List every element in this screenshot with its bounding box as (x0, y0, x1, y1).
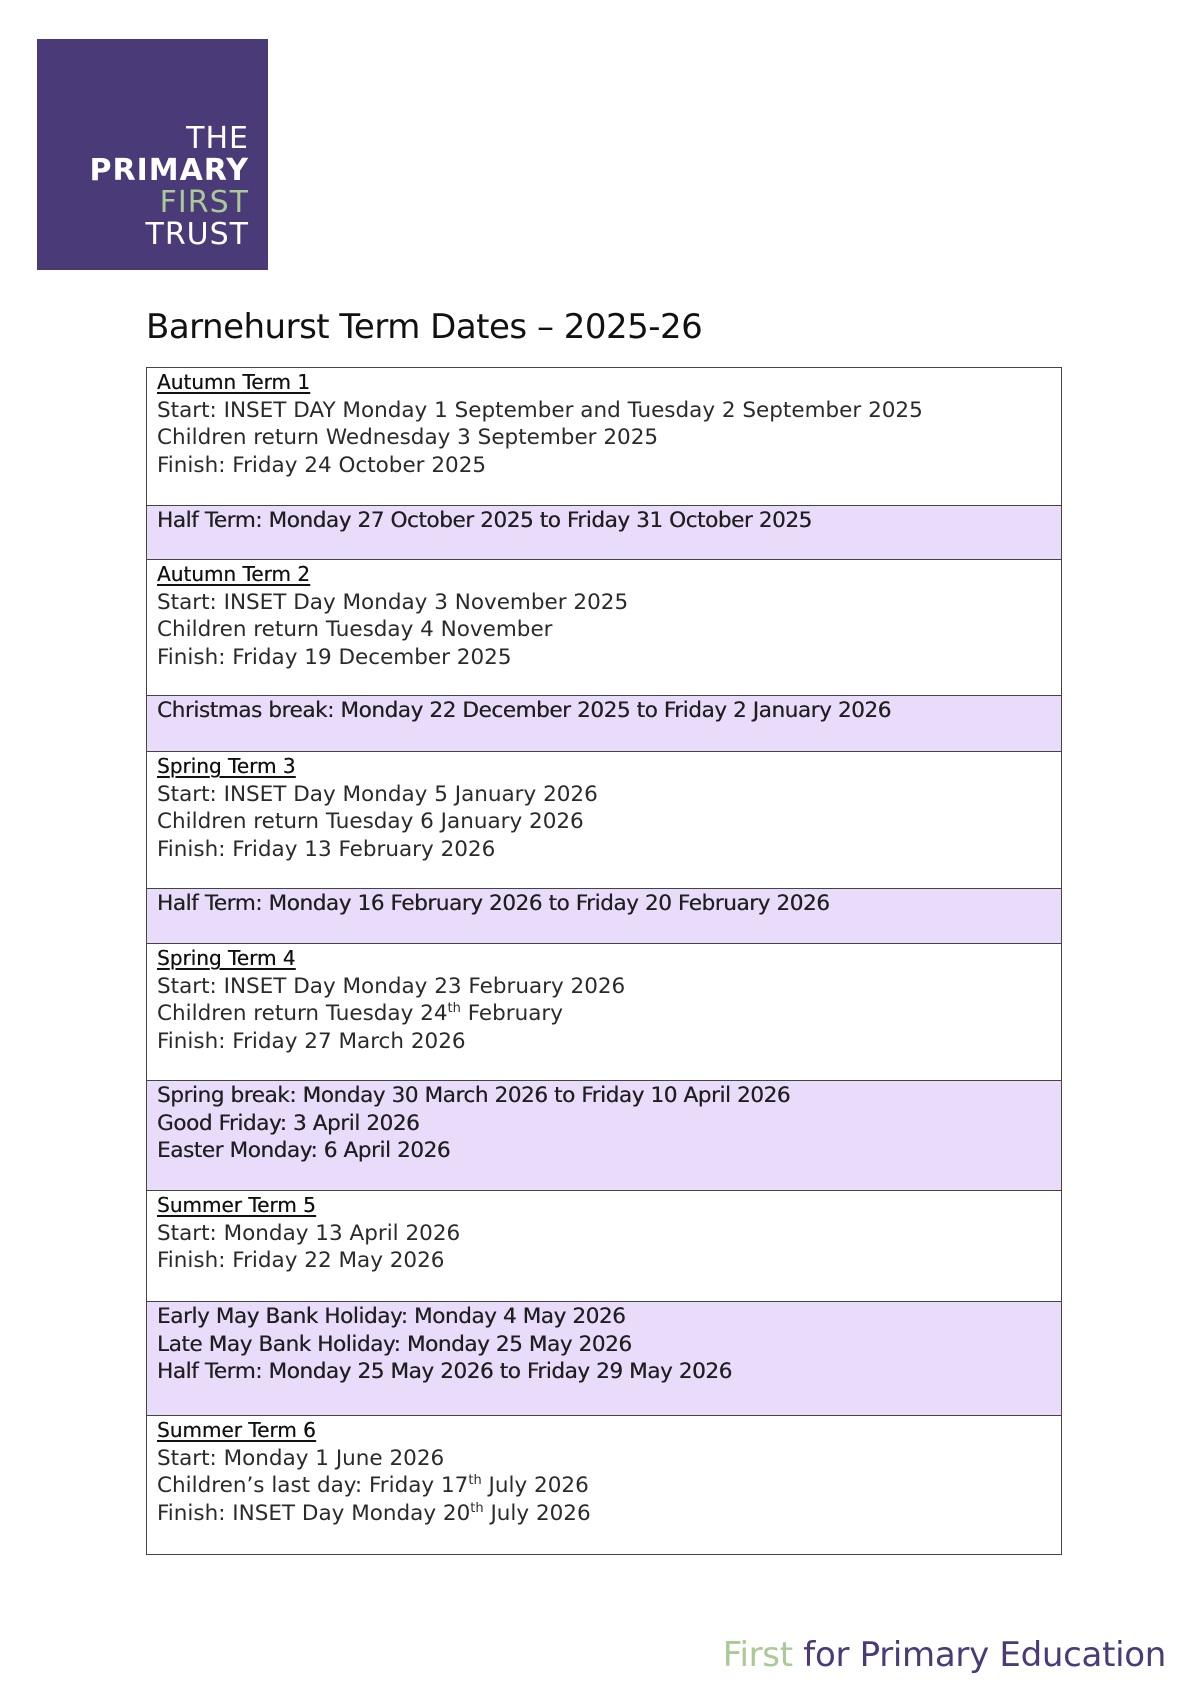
term-name: Summer Term 5 (157, 1193, 316, 1217)
line-text: Children’s last day: Friday 17 (157, 1473, 469, 1498)
term-row (147, 368, 1061, 506)
holiday-row (147, 1081, 1061, 1191)
term-row (147, 560, 1061, 696)
term-detail-line: Finish: Friday 22 May 2026 (157, 1248, 445, 1273)
holiday-row (147, 889, 1061, 944)
ordinal-suffix: th (447, 1001, 461, 1016)
holiday-row (147, 506, 1061, 560)
term-row (147, 1416, 1061, 1554)
term-name: Summer Term 6 (157, 1418, 316, 1442)
tagline (723, 1635, 1166, 1675)
line-text: July 2026 (483, 1500, 591, 1526)
ordinal-suffix: th (470, 1500, 484, 1516)
term-name: Spring Term 4 (157, 946, 296, 970)
line-text: February (460, 1001, 563, 1026)
holiday-row (147, 1302, 1061, 1416)
term-detail-line: Children return Wednesday 3 September 2025 (157, 425, 659, 450)
ordinal-suffix: th (468, 1473, 482, 1488)
tagline-first: First (722, 1635, 793, 1675)
line-text: Children return Tuesday 24 (157, 1001, 448, 1026)
holiday-line: Spring break: Monday 30 March 2026 to Friday 10 April 2026 (157, 1083, 791, 1108)
term-name: Spring Term 3 (157, 754, 296, 778)
term-detail-line: Finish: Friday 27 March 2026 (157, 1028, 466, 1054)
term-detail-line: Start: INSET Day Monday 23 February 2026 (157, 973, 626, 999)
term-detail-line: Children return Tuesday 6 January 2026 (157, 809, 584, 834)
term-detail-line: Finish: Friday 19 December 2025 (157, 644, 512, 670)
term-detail-line: Start: INSET Day Monday 5 January 2026 (157, 781, 598, 807)
holiday-line: Good Friday: 3 April 2026 (157, 1110, 420, 1136)
term-detail-line: Start: INSET Day Monday 3 November 2025 (157, 589, 629, 615)
term-detail-line: Finish: Friday 24 October 2025 (157, 452, 487, 478)
term-detail-line: Start: INSET DAY Monday 1 September and Tuesday 2 September 2025 (157, 397, 923, 423)
term-detail-line (157, 1472, 1051, 1500)
holiday-line: Half Term: Monday 25 May 2026 to Friday 29 May 2026 (157, 1359, 732, 1384)
page-title: Barnehurst Term Dates – 2025-26 (146, 307, 703, 347)
logo-line-trust: TRUST (145, 217, 249, 252)
term-detail-line: Start: Monday 1 June 2026 (157, 1445, 445, 1471)
term-row (147, 1191, 1061, 1302)
term-detail-line: Finish: Friday 13 February 2026 (157, 836, 496, 862)
term-row (147, 752, 1061, 889)
tagline-rest: for Primary Education (792, 1635, 1166, 1675)
logo-text (89, 123, 249, 251)
term-name: Autumn Term 2 (157, 562, 310, 586)
term-detail-line: Start: Monday 13 April 2026 (157, 1220, 461, 1246)
term-dates-table (146, 367, 1062, 1555)
trust-logo (37, 39, 268, 270)
holiday-line: Late May Bank Holiday: Monday 25 May 2026 (157, 1331, 632, 1357)
holiday-line: Christmas break: Monday 22 December 2025 to Friday 2 January 2026 (157, 698, 891, 723)
term-name: Autumn Term 1 (157, 370, 310, 394)
holiday-line: Early May Bank Holiday: Monday 4 May 2026 (157, 1304, 626, 1329)
logo-line-primary: PRIMARY (89, 153, 249, 188)
logo-line-first: FIRST (159, 185, 249, 220)
line-text: July 2026 (481, 1473, 589, 1498)
holiday-line: Half Term: Monday 16 February 2026 to Friday 20 February 2026 (157, 891, 830, 916)
holiday-line: Easter Monday: 6 April 2026 (157, 1138, 451, 1163)
line-text: Finish: INSET Day Monday 20 (157, 1500, 471, 1526)
term-detail-line: Children return Tuesday 4 November (157, 617, 553, 642)
term-detail-line (157, 1500, 1051, 1528)
term-row (147, 944, 1061, 1081)
logo-line-the: THE (186, 121, 249, 156)
holiday-line: Half Term: Monday 27 October 2025 to Friday 31 October 2025 (157, 508, 812, 533)
holiday-row (147, 696, 1061, 752)
term-detail-line (157, 1000, 1051, 1028)
